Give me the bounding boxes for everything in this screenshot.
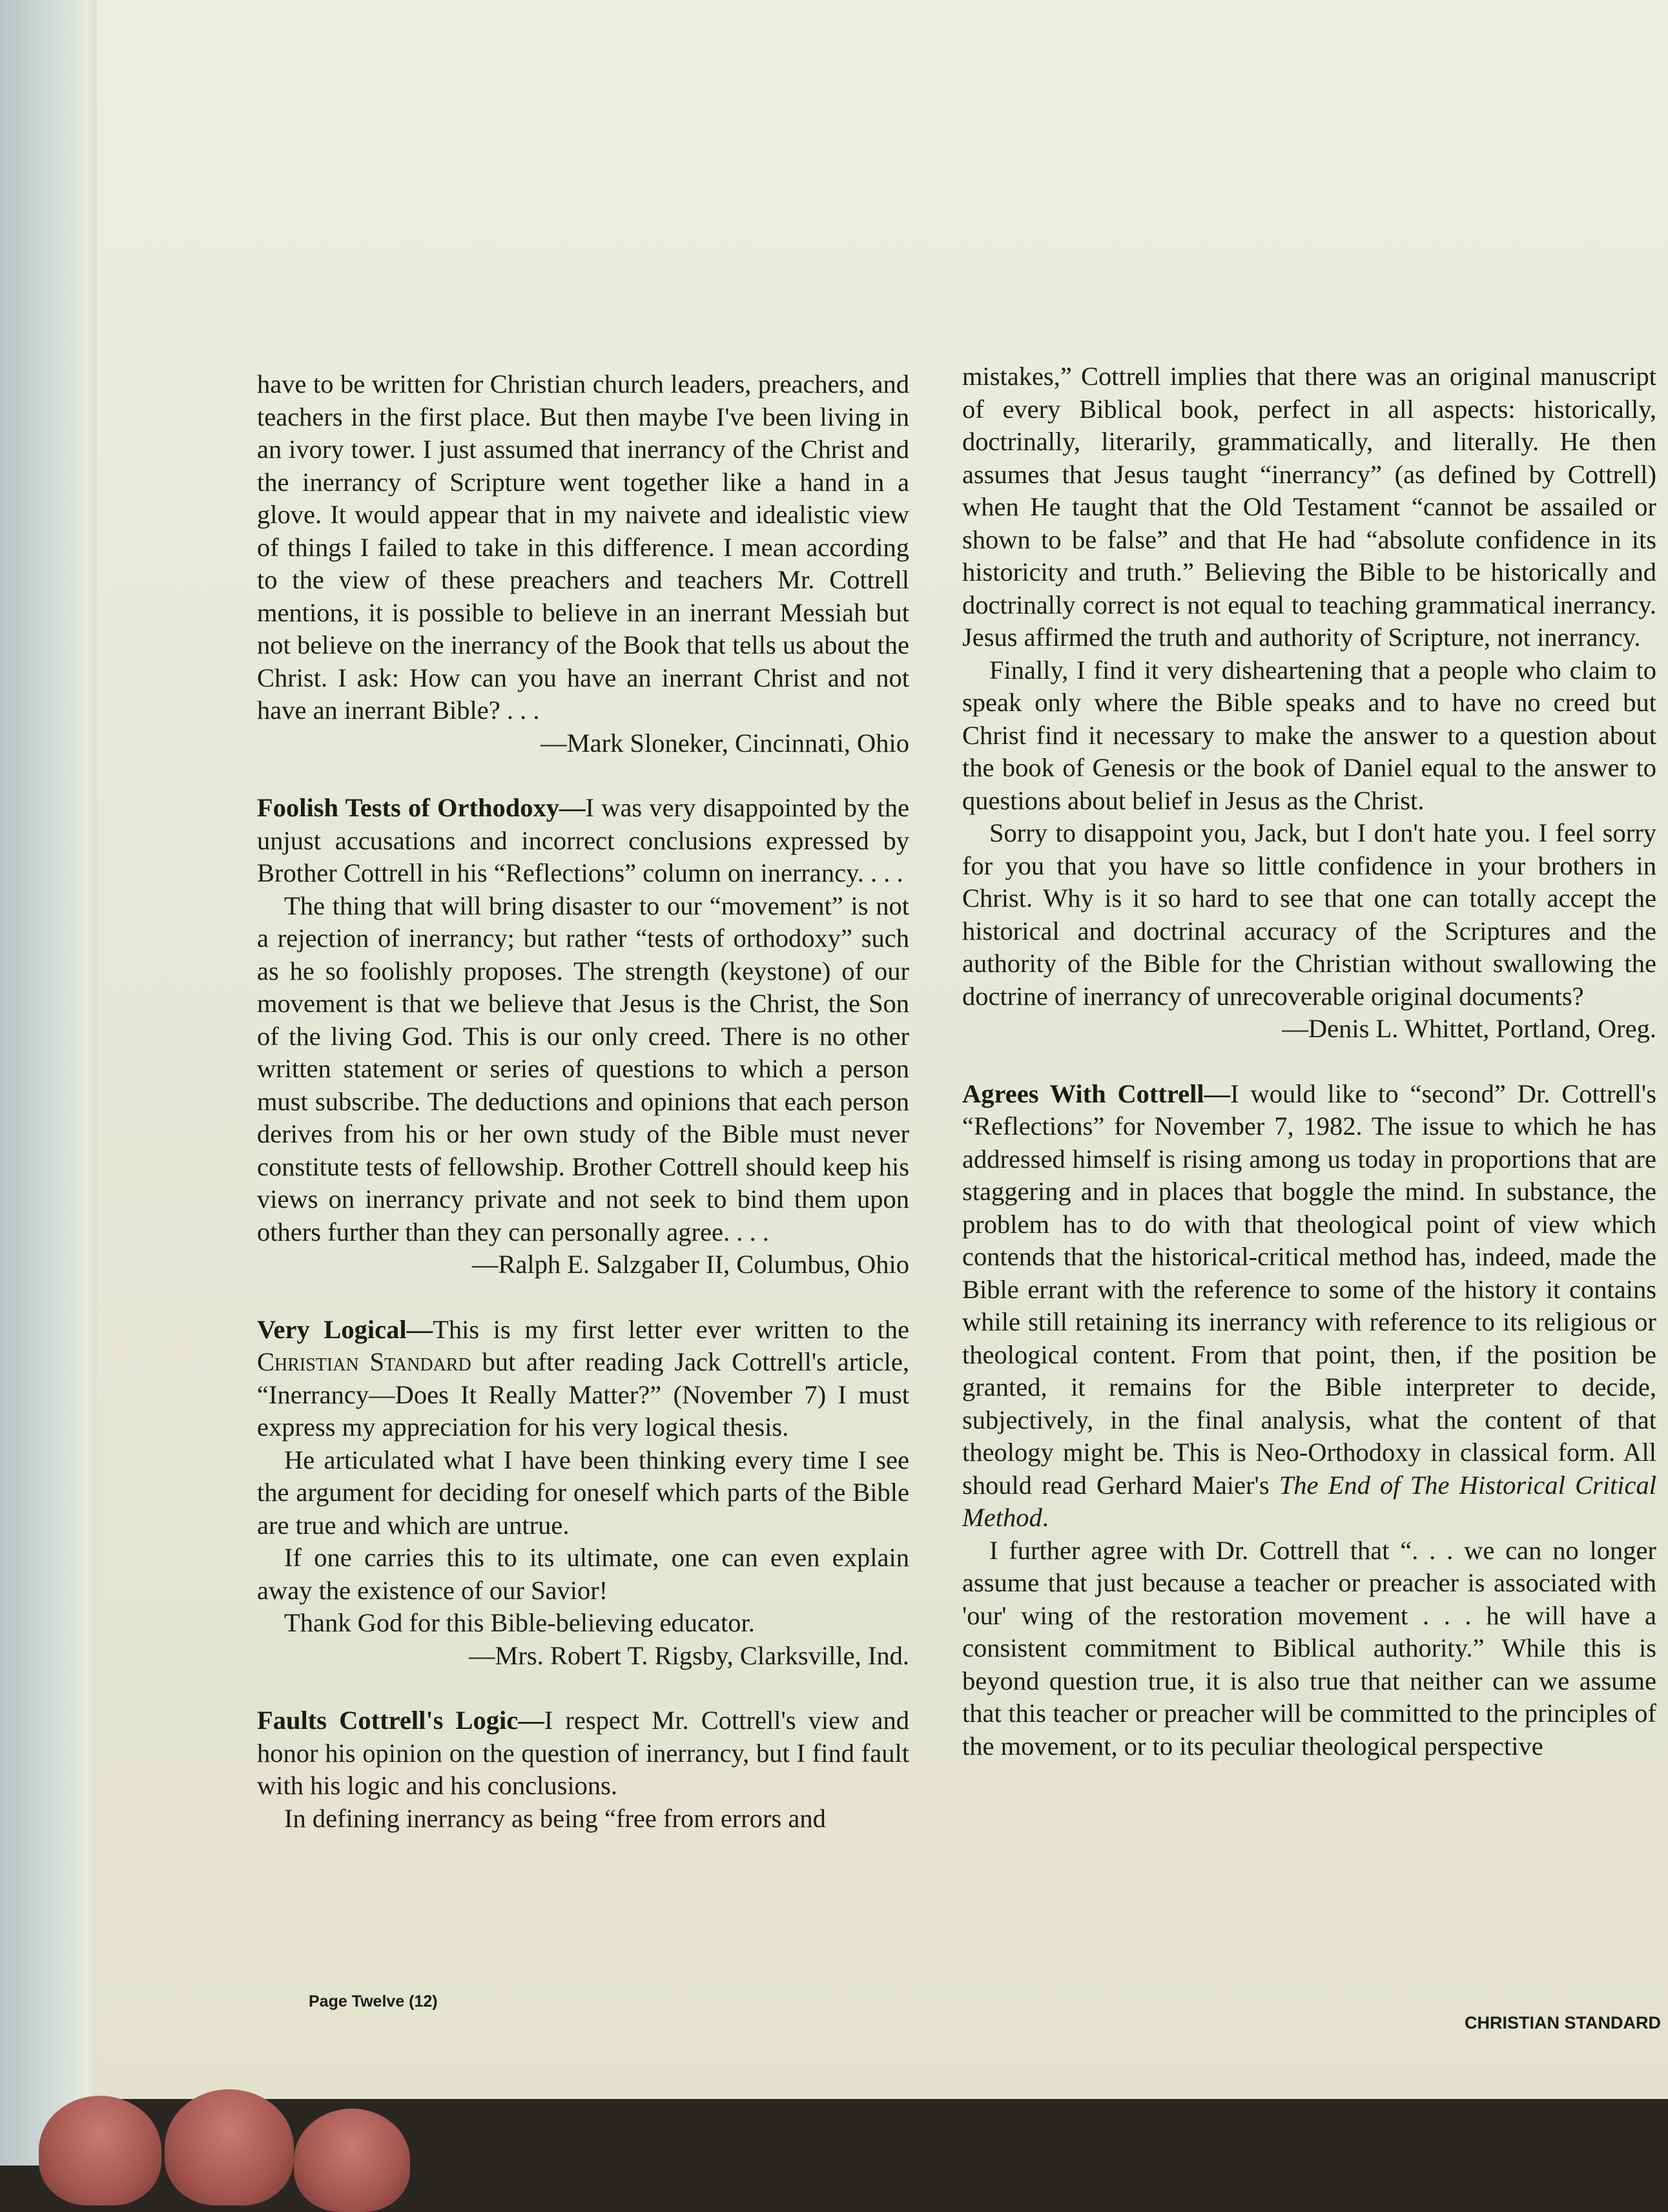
finger — [294, 2109, 410, 2212]
spacer — [962, 1046, 1656, 1078]
letter-paragraph: Thank God for this Bible-believing educator. — [284, 1608, 755, 1637]
intro-signature: —Mark Sloneker, Cincinnati, Ohio — [541, 728, 909, 758]
left-column — [257, 368, 909, 1835]
hand-fingers — [0, 2076, 581, 2165]
letter-text: This is my first letter ever written to the — [433, 1314, 909, 1344]
letter-continuation: mistakes,” Cottrell implies that there was an original manuscript of every Biblical book, perfect in all aspects: historically, doctrinally, literarily, grammatically, and literally. He then assumes that Jesus taught “inerrancy” (as defined by Cottrell) when He taught that the Old Testament “cannot be assailed or shown to be false” and that He had “absolute confidence in its historicity and truth.” Believing the Bible to be historically and doctrinally correct is not equal to teaching grammatical inerrancy. Jesus affirmed the truth and authority of Scripture, not inerrancy. — [962, 362, 1656, 652]
page-number: Page Twelve (12) — [309, 1992, 438, 2010]
letter-faults-logic — [257, 1704, 909, 1803]
spacer — [257, 760, 909, 792]
letter-text: I was very disappointed by the unjust accusations and incorrect conclusions expressed by Brother Cottrell in his “Reflections” column on inerrancy. . . . — [257, 793, 909, 887]
letter-text: but after reading Jack Cottrell's article, “Inerrancy—Does It Really Matter?” (November 7) I must express my appreciation for his very logical thesis. — [257, 1347, 910, 1442]
letter-text: I respect Mr. Cottrell's view and honor his opinion on the question of inerrancy, but I find fault with his logic and his conclusions. — [257, 1706, 909, 1800]
book-binding — [0, 0, 103, 2165]
spacer — [257, 1672, 909, 1704]
letter-paragraph: Sorry to disappoint you, Jack, but I don't hate you. I feel sorry for you that you have so little confidence in your brothers in Christ. Why is it so hard to see that one can totally accept the historical and doctrinal accuracy of the Scriptures and the authority of the Bible for the Christian without swallowing the doctrine of inerrancy of unrecoverable original documents? — [962, 818, 1656, 1011]
letter-signature: —Ralph E. Salzgaber II, Columbus, Ohio — [471, 1250, 909, 1279]
letter-paragraph: Finally, I find it very disheartening that a people who claim to speak only where the Bible speaks and to have no creed but Christ find it necessary to make the answer to a question about the book of Genesis or the book of Daniel equal to the answer to questions about belief in Jesus as the Christ. — [962, 655, 1656, 815]
letter-signature: —Mrs. Robert T. Rigsby, Clarksville, Ind. — [468, 1640, 909, 1670]
spacer — [257, 1281, 909, 1314]
publication-footer: CHRISTIAN STANDARD — [1465, 2013, 1661, 2032]
book-title: The End of The Historical Critical Method — [962, 1470, 1656, 1532]
letter-heading: Very Logical— — [257, 1314, 433, 1344]
letter-paragraph: I further agree with Dr. Cottrell that “. . . we can no longer assume that just because a teacher or preacher is associated with 'our' wing of the restoration movement . . . he will have a consistent commitment to Biblical authority.” While this is beyond question true, it is also true that neither can we assume that this teacher or preacher will be committed to the principles of the movement, or to its peculiar theological perspective — [962, 1535, 1656, 1761]
letter-text: . — [1042, 1503, 1049, 1532]
letter-heading: Foolish Tests of Orthodoxy— — [257, 793, 586, 822]
magazine-name: Christian Standard — [257, 1347, 471, 1376]
letter-paragraph: In defining inerrancy as being “free from errors and — [284, 1803, 826, 1833]
letter-signature: —Denis L. Whittet, Portland, Oreg. — [1282, 1014, 1656, 1043]
intro-paragraph: have to be written for Christian church leaders, preachers, and teachers in the first place. But then maybe I've been living in an ivory tower. I just assumed that inerrancy of the Christ and the inerrancy of Scripture went together like a hand in a glove. It would appear that in my naivete and idealistic view of things I failed to take in this difference. I mean according to the view of these preachers and teachers Mr. Cottrell mentions, it is possible to believe in an inerrant Messiah but not believe on the inerrancy of the Book that tells us about the Christ. I ask: How can you have an inerrant Christ and not have an inerrant Bible? . . . — [257, 369, 909, 725]
right-column — [962, 360, 1656, 1762]
letter-heading: Agrees With Cottrell— — [962, 1079, 1231, 1108]
letter-foolish-tests — [257, 792, 909, 890]
letter-paragraph: He articulated what I have been thinking every time I see the argument for deciding for oneself which parts of the Bible are true and which are untrue. — [257, 1445, 909, 1540]
letter-paragraph: The thing that will bring disaster to our “movement” is not a rejection of inerrancy; but rather “tests of orthodoxy” such as he so foolishly proposes. The strength (keystone) of our movement is that we believe that Jesus is the Christ, the Son of the living God. This is our only creed. There is no other written statement or series of questions to which a person must subscribe. The deductions and opinions that each person derives from his or her own study of the Bible must never constitute tests of fellowship. Brother Cottrell should keep his views on inerrancy private and not seek to bind them upon others further than they can personally agree. . . . — [257, 891, 909, 1246]
finger — [39, 2096, 161, 2206]
letter-very-logical — [257, 1314, 909, 1444]
letter-text: I would like to “second” Dr. Cottrell's “Reflections” for November 7, 1982. The issue to which he has addressed himself is rising among us today in proportions that are staggering and in places that boggle the mind. In substance, the problem has to do with that theological point of view which contends that the historical-critical method has, indeed, made the Bible errant with the reference to some of the history it contains while still retaining its inerrancy with reference to its religious or theological content. From that point, then, if the position be granted, it remains for the Bible interpreter to decide, subjectively, in the final analysis, what the content of that theology might be. This is Neo-Orthodoxy in classical form. All should read Gerhard Maier's — [962, 1079, 1656, 1500]
finger — [165, 2089, 294, 2206]
letter-heading: Faults Cottrell's Logic— — [257, 1706, 544, 1735]
letter-paragraph: If one carries this to its ultimate, one can even explain away the existence of our Savior! — [257, 1543, 909, 1605]
letter-agrees-with-cottrell — [962, 1078, 1656, 1535]
